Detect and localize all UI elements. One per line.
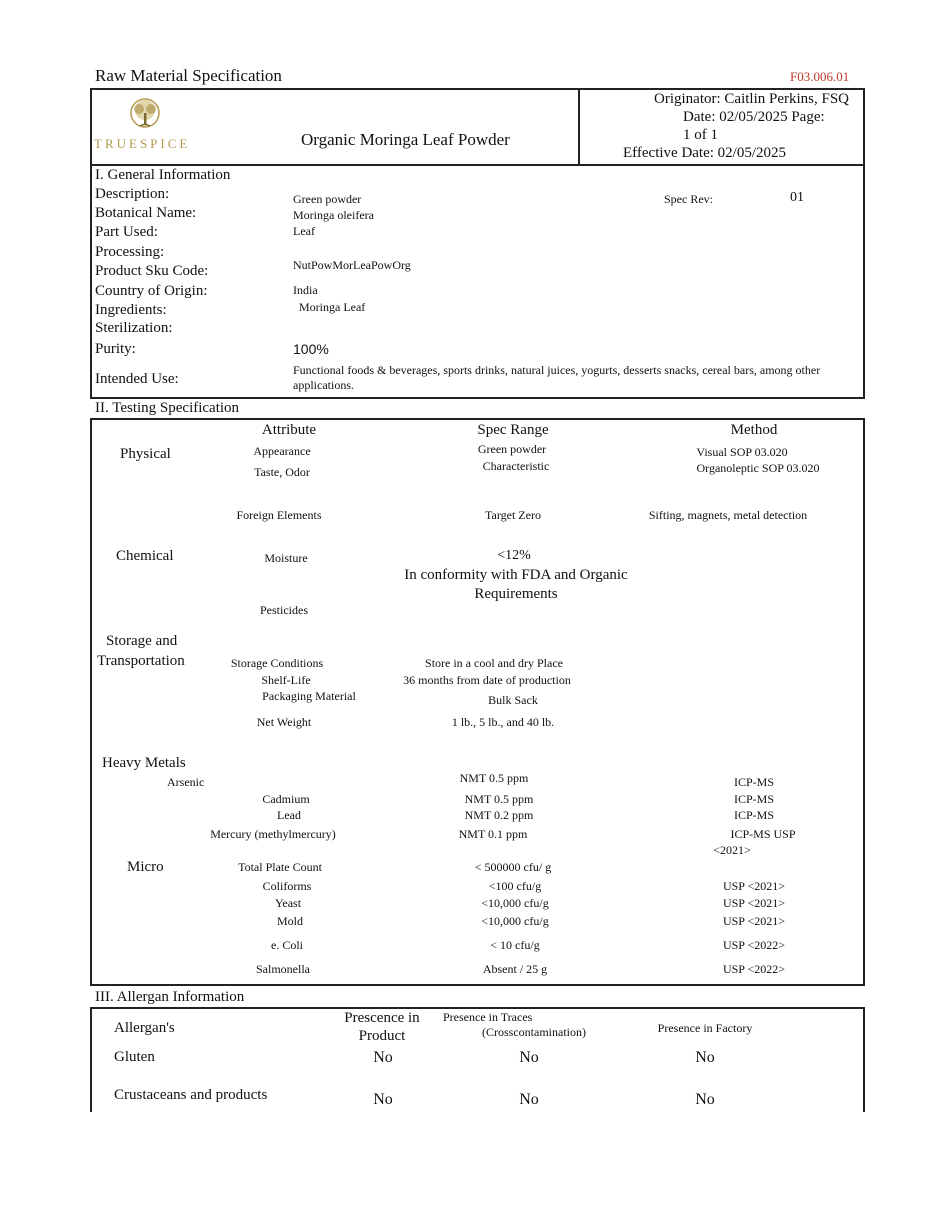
general-section-title: I. General Information	[95, 167, 231, 183]
allergen-row-factory: No	[695, 1049, 715, 1066]
page-count: 1 of 1	[683, 127, 718, 143]
category-micro: Micro	[127, 859, 164, 875]
attr-appearance: Appearance	[253, 444, 311, 458]
method-arsenic: ICP-MS	[733, 775, 775, 789]
spec-arsenic: NMT 0.5 ppm	[459, 771, 529, 785]
method-mercury-line1: ICP-MS USP	[730, 827, 796, 841]
category-physical: Physical	[120, 446, 171, 462]
product-name: Organic Moringa Leaf Powder	[301, 130, 510, 149]
spec-conformity-line1: In conformity with FDA and Organic	[404, 567, 628, 583]
botanical-value: Moringa oleifera	[293, 208, 374, 222]
category-heavy-metals: Heavy Metals	[102, 755, 186, 771]
method-ecoli: USP <2022>	[722, 938, 786, 952]
spec-total-plate-count: < 500000 cfu/ g	[474, 860, 552, 874]
method-salmonella: USP <2022>	[722, 962, 786, 976]
document-code: F03.006.01	[790, 69, 850, 84]
allergen-row-product: No	[373, 1091, 393, 1108]
processing-label: Processing:	[95, 244, 165, 260]
allergen-row-name: Crustaceans and products	[114, 1087, 268, 1103]
spec-foreign-elements: Target Zero	[485, 508, 541, 522]
attr-storage-conditions: Storage Conditions	[230, 656, 324, 670]
attr-shelf-life: Shelf-Life	[261, 673, 311, 687]
spec-mercury: NMT 0.1 ppm	[458, 827, 528, 841]
col-presence-factory: Presence in Factory	[657, 1021, 753, 1035]
intended-use-label: Intended Use:	[95, 371, 179, 387]
category-storage-line1: Storage and	[106, 633, 178, 649]
method-mercury-line2: <2021>	[713, 843, 751, 857]
method-foreign-elements: Sifting, magnets, metal detection	[648, 508, 808, 522]
ingredients-label: Ingredients:	[95, 302, 167, 318]
intended-use-line1: Functional foods & beverages, sports drinks, natural juices, yogurts, desserts snacks, cereal bars, among other	[293, 363, 821, 377]
spec-storage-conditions: Store in a cool and dry Place	[425, 656, 563, 670]
description-label: Description:	[95, 186, 170, 202]
spec-mold: <10,000 cfu/g	[481, 914, 549, 928]
col-presence-traces-line2: (Crosscontamination)	[482, 1025, 586, 1039]
spec-ecoli: < 10 cfu/g	[490, 938, 540, 952]
originator: Originator: Caitlin Perkins, FSQ	[654, 91, 849, 107]
general-right-border	[863, 165, 865, 398]
method-lead: ICP-MS	[733, 808, 775, 822]
category-storage-line2: Transportation	[97, 653, 185, 669]
origin-value: India	[293, 283, 318, 297]
spec-net-weight: 1 lb., 5 lb., and 40 lb.	[451, 715, 555, 729]
attr-coliforms: Coliforms	[262, 879, 312, 893]
ingredients-value: Moringa Leaf	[299, 300, 366, 314]
attr-arsenic: Arsenic	[167, 775, 205, 789]
part-used-label: Part Used:	[95, 224, 158, 240]
col-allergen: Allergan's	[114, 1020, 175, 1036]
method-yeast: USP <2021>	[722, 896, 786, 910]
attr-lead: Lead	[277, 808, 301, 822]
category-chemical: Chemical	[116, 548, 174, 564]
general-left-border	[90, 165, 92, 398]
sku-label: Product Sku Code:	[95, 263, 209, 279]
attr-yeast: Yeast	[274, 896, 302, 910]
attr-mold: Mold	[276, 914, 304, 928]
allergen-row-name: Gluten	[114, 1049, 155, 1065]
col-presence-product-line1: Prescence in	[344, 1010, 420, 1026]
spec-packaging: Bulk Sack	[488, 693, 538, 707]
method-cadmium: ICP-MS	[733, 792, 775, 806]
purity-label: Purity:	[95, 341, 136, 357]
general-bottom-border	[90, 397, 865, 399]
attr-moisture: Moisture	[264, 551, 308, 565]
effective-date: Effective Date: 02/05/2025	[623, 145, 787, 161]
sku-value: NutPowMorLeaPowOrg	[293, 258, 411, 272]
botanical-label: Botanical Name:	[95, 205, 197, 221]
attr-cadmium: Cadmium	[262, 792, 310, 806]
attr-packaging: Packaging Material	[262, 689, 356, 703]
allergen-section-title: III. Allergan Information	[95, 989, 245, 1005]
description-value: Green powder	[293, 192, 362, 206]
date-page: Date: 02/05/2025 Page:	[683, 109, 825, 125]
allergen-row-traces: No	[519, 1091, 539, 1108]
tree-icon	[120, 97, 170, 135]
col-presence-traces-line1: Presence in Traces	[443, 1010, 533, 1024]
spec-yeast: <10,000 cfu/g	[481, 896, 549, 910]
purity-value: 100%	[293, 341, 329, 357]
spec-appearance: Green powder	[477, 442, 547, 456]
attr-net-weight: Net Weight	[256, 715, 312, 729]
spec-rev-label: Spec Rev:	[664, 192, 713, 206]
truespice-logo	[120, 97, 170, 140]
allergen-right-border	[863, 1007, 865, 1112]
allergen-row-factory: No	[695, 1091, 715, 1108]
attr-salmonella: Salmonella	[256, 962, 310, 976]
part-used-value: Leaf	[293, 224, 315, 238]
method-appearance: Visual SOP 03.020	[696, 445, 788, 459]
method-coliforms: USP <2021>	[722, 879, 786, 893]
sterilization-label: Sterilization:	[95, 320, 173, 336]
spec-coliforms: <100 cfu/g	[488, 879, 542, 893]
testing-section-title: II. Testing Specification	[95, 400, 240, 416]
attr-total-plate-count: Total Plate Count	[238, 860, 322, 874]
spec-rev-value: 01	[790, 190, 804, 205]
attr-foreign-elements: Foreign Elements	[236, 508, 322, 522]
allergen-row-traces: No	[519, 1049, 539, 1066]
spec-salmonella: Absent / 25 g	[482, 962, 548, 976]
spec-shelf-life: 36 months from date of production	[403, 673, 571, 687]
allergen-top-border	[90, 1007, 865, 1009]
spec-moisture: <12%	[497, 548, 531, 563]
spec-lead: NMT 0.2 ppm	[464, 808, 534, 822]
spec-cadmium: NMT 0.5 ppm	[464, 792, 534, 806]
method-taste-odor: Organoleptic SOP 03.020	[696, 461, 820, 475]
allergen-left-border	[90, 1007, 92, 1112]
spec-taste-odor: Characteristic	[482, 459, 550, 473]
attr-pesticides: Pesticides	[260, 603, 308, 617]
origin-label: Country of Origin:	[95, 283, 208, 299]
attr-mercury: Mercury (methylmercury)	[210, 827, 336, 841]
col-spec-range: Spec Range	[477, 422, 549, 438]
allergen-row-product: No	[373, 1049, 393, 1066]
col-presence-product-line2: Product	[358, 1028, 406, 1044]
logo-wordmark: TRUESPICE	[94, 136, 191, 151]
attr-taste-odor: Taste, Odor	[254, 465, 310, 479]
method-mold: USP <2021>	[722, 914, 786, 928]
header-divider	[578, 89, 580, 165]
spec-conformity-line2: Requirements	[474, 586, 558, 602]
attr-ecoli: e. Coli	[271, 938, 303, 952]
document-title: Raw Material Specification	[95, 66, 282, 85]
col-method: Method	[730, 422, 778, 438]
intended-use-line2: applications.	[293, 378, 354, 392]
col-attribute: Attribute	[261, 422, 317, 438]
